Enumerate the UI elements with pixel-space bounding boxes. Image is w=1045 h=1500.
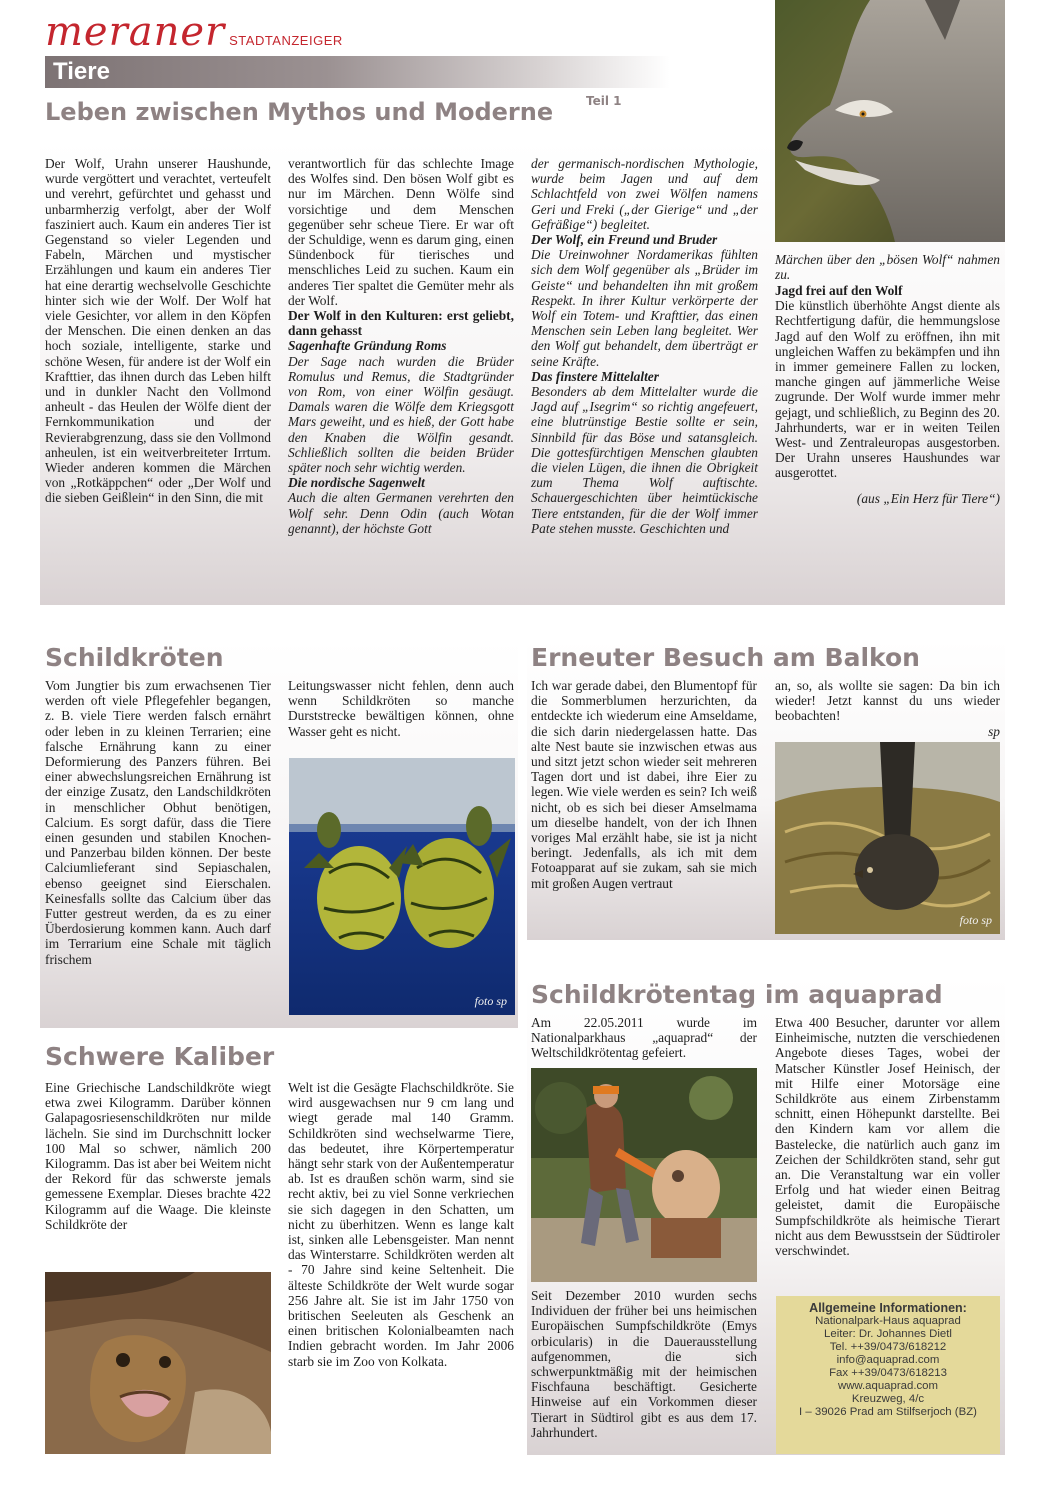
masthead <box>45 9 343 55</box>
wolf-subhead-nordisch: Die nordische Sagenwelt <box>288 475 425 491</box>
aquaprad-text-3: Etwa 400 Besucher, darunter vor allem Einheimische, nutzten die verschiedenen Angebote dieses Tages, wobei der Matscher Künstler Josef Heinisch, der mit Hilfe einer Motorsäge eine Schildkröte aus einem Zirbenstamm schnitt, einen Höhepunkt darstellte. Bei den Kindern kam vor allem die Bastelecke, die natürlich auch ganz im Zeichen der Schildkröten stand, sehr gut an. Die Veranstaltung war ein voller Erfolg und hat wieder einen Beitrag geleistet, damit die Europäische Sumpfschildkröte als heimische Tierart nicht aus dem Bewusstsein der Südtiroler verschwindet. <box>775 1015 1000 1259</box>
balkon-text-2: an, so, als wollte sie sagen: Da bin ich wieder! Jetzt kannst du uns wieder beobachten! <box>775 678 1000 724</box>
section-bar <box>45 56 670 88</box>
aquaprad-text-1: Am 22.05.2011 wurde im Nationalparkhaus „aquaprad“ der Weltschildkrötentag gefeiert. <box>531 1015 757 1061</box>
info-line: I – 39026 Prad am Stilfserjoch (BZ) <box>799 1406 977 1418</box>
wolf-text-7: Besonders ab dem Mittelalter wurde die Jagd auf „Isegrim“ so richtig angefeuert, eine blutrünstige Bestie sollte er sein, Sinnbild für das Böse und satansgleich. Die gottesfürchtigen Menschen glaubten die vielen Lügen, die ihnen die Obrigkeit zum Thema Wolf auftischte. Schauergeschichten über heimtückische Tiere entstanden, für die der Wolf immer Pate stehen musste. Geschichten und <box>531 384 758 536</box>
balkon-headline: Erneuter Besuch am Balkon <box>531 643 920 672</box>
kaliber-text-2: Welt ist die Gesägte Flachschildkröte. Sie wird ausgewachsen nur 9 cm lang und wiegt gerade mal 140 Gramm. Schildkröten sind wechselwarme Tiere, das bedeutet, ihre Körpertemperatur hängt sehr stark von der Außentemperatur ab. Ist es draußen schön warm, sind sie recht aktiv, bei zu viel Sonne verkriechen sie sich dagegen in den Schatten, um nicht zu überhitzen. Wenn es lange kalt ist, sinken alle Lebensgeister. Man nennt das Winterstarre. Schildkröten werden alt - 70 Jahre sind keine Seltenheit. Die älteste Schildkröte der Welt wurde sogar 256 Jahre alt. Sie ist im Jahr 1750 von britischen Seeleuten als Geschenk an einen britischen Kolonialbeamten nach Indien gebracht worden. Im Jahr 2006 starb sie im Zoo von Kolkata. <box>288 1080 514 1369</box>
water-turtles-image <box>289 758 515 1015</box>
aquaprad-column-1b <box>531 1288 757 1440</box>
wolf-subhead-mittelalter: Das finstere Mittelalter <box>531 368 659 384</box>
kaliber-text-1: Eine Griechische Landschildkröte wiegt etwa zwei Kilogramm. Darüber können Galapagosriesenschildkröten nur milde lächeln. Sie sind im Durchschnitt locker 100 Mal so schwer, nämlich 200 Kilogramm. Das ist aber bei Weitem nicht der Rekord für das schwerste jemals gemessene Exemplar. Dieses brachte 422 Kilogramm auf die Waage. Die kleinste Schildkröte der <box>45 1080 271 1232</box>
schildkroeten-text-2: Leitungswasser nicht fehlen, denn auch wenn Schildkröten so manche Durststrecke bewältigen können, ohne Wasser geht es nicht. <box>288 678 514 739</box>
aquaprad-column-2 <box>775 1015 1000 1258</box>
chainsaw-artist-image <box>531 1068 757 1282</box>
info-title: Allgemeine Informationen: <box>809 1301 967 1315</box>
blackbird-nest-image <box>775 742 1000 934</box>
brand-subtitle: STADTANZEIGER <box>229 33 343 48</box>
blackbird-photo-credit: foto sp <box>959 913 992 927</box>
giant-tortoise-image <box>45 1272 271 1454</box>
info-line: Nationalpark-Haus aquaprad <box>815 1315 961 1327</box>
brand-logo: meraner <box>45 9 226 55</box>
wolf-subhead-freund: Der Wolf, ein Freund und Bruder <box>531 232 718 248</box>
wolf-subhead-jagd: Jagd frei auf den Wolf <box>775 283 903 298</box>
wolf-subhead-kulturen: Der Wolf in den Kulturen: erst geliebt, dann gehasst <box>288 308 514 339</box>
wolf-text-9: Die künstlich überhöhte Angst diente als Rechtfertigung dafür, die hemmungslose Jagd auf den Wolf zu eröffnen, ihn mit ungleichen Waffen zu bekämpfen und ihn in immer gemeinere Fallen zu locken, manche gingen auf jämmerliche Weise zugrunde. Der Wolf wurde immer mehr gejagt, und schließlich, zu Beginn des 20. Jahrhunderts, war er in weiten Teilen West- und Zentraleuropas ausgestorben. Der Urahn unseres Haushundes war ausgerottet. <box>775 298 1000 481</box>
info-line: Fax ++39/0473/618213 <box>829 1367 947 1379</box>
wolf-text-3: Der Sage nach wurden die Brüder Romulus und Remus, die Stadtgründer von Rom, von einer Wölfin gesäugt. Damals waren die Wölfe dem Kriegsgott Mars geweiht, und es hieß, der Gott habe den Knaben die Wölfin gesandt. Schließlich sollten die beiden Brüder später noch sehr wichtig werden. <box>288 353 514 476</box>
wolf-image <box>775 0 1005 242</box>
info-email[interactable]: info@aquaprad.com <box>836 1354 940 1366</box>
tortoise-photo <box>45 1272 271 1454</box>
kaliber-headline: Schwere Kaliber <box>45 1042 275 1071</box>
wolf-text-8: Märchen über den „bösen Wolf“ nahmen zu. <box>775 252 1000 283</box>
kaliber-column-2 <box>288 1080 514 1369</box>
wolf-text-4: Auch die alten Germanen verehrten den Wolf sehr. Denn Odin (auch Wotan genannt), der höchste Gott <box>288 490 514 536</box>
aquaprad-text-2: Seit Dezember 2010 wurden sechs Individuen der früher bei uns heimischen Europäischen Sumpfschildkröte (Emys orbicularis) in die Dauerausstellung aufgenommen, die sich schwerpunktmäßig mit der heimischen Fischfauna beschäftigt. Gesicherte Hinweise auf ein Vorkommen dieser Tierart in Südtirol gibt es aus dem 17. Jahrhundert. <box>531 1288 757 1440</box>
schildkroeten-column-2 <box>288 678 514 739</box>
wolf-text-5: der germanisch-nordischen Mythologie, wurde beim Jagen und auf dem Schlachtfeld von zwei Wölfen namens Geri und Freki („der Gierige“ und „der Gefräßige“) begleitet. <box>531 156 758 232</box>
balkon-signature: sp <box>988 723 1000 739</box>
wolf-column-1 <box>45 156 271 506</box>
turtle-photo <box>289 758 515 1015</box>
wolf-text-2: verantwortlich für das schlechte Image des Wolfes sind. Den bösen Wolf gibt es nur im Märchen. Denn Wölfe sind vorsichtige und dem Menschen gegenüber sehr scheue Tiere. Er war oft der Schuldige, wenn es darum ging, einen Sündenbock für tierisches und menschliches Leid zu suchen. Kaum ein anderes Tier spaltet die Gemüter mehr als der Wolf. <box>288 156 514 308</box>
schildkroeten-text-1: Vom Jungtier bis zum erwachsenen Tier werden oft viele Pflegefehler begangen, z. B. viele Tiere werden falsch ernährt oder leben in zu kleinen Terrarien; eine falsche Ernährung kann zu einer Deformierung des Panzers führen. Bei einer abwechslungsreichen Ernährung ist der einzige Zusatz, den Landschildkröten in menschlicher Obhut benötigen, Calcium. Es sorgt dafür, dass die Tiere einen gesunden und stabilen Knochen- und Panzerbau bilden können. Der beste Calciumlieferant sind Sepiaschalen, ebenso geeignet sind Eierschalen. Keinesfalls sollte das Calcium über das Futter gestreut werden, da es zu einer Überdosierung kommen kann. Auch darf im Terrarium eine Schale mit täglich frischem <box>45 678 271 967</box>
wolf-part-label: Teil 1 <box>586 94 622 108</box>
section-title: Tiere <box>53 58 110 85</box>
info-website[interactable]: www.aquaprad.com <box>837 1380 939 1392</box>
wolf-column-4a <box>775 252 1000 282</box>
schildkroeten-column-1 <box>45 678 271 967</box>
wolf-source: (aus „Ein Herz für Tiere“) <box>856 490 1000 506</box>
aquaprad-headline: Schildkrötentag im aquaprad <box>531 980 943 1009</box>
wolf-column-4 <box>775 283 1000 506</box>
schildkroeten-headline: Schildkröten <box>45 643 224 672</box>
balkon-column-2 <box>775 678 1000 739</box>
wolf-headline: Leben zwischen Mythos und Moderne <box>45 98 554 126</box>
wolf-column-2 <box>288 156 514 536</box>
aquaprad-column-1a <box>531 1015 757 1061</box>
balkon-text-1: Ich war gerade dabei, den Blumentopf für die Sommerblumen herzurichten, da entdeckte ich wiederum eine Amseldame, die sich darin niedergelassen hatte. Das alte Nest baute sie inzwischen etwas aus und sitzt jetzt schon wieder seit mehreren Tagen dort und ist dabei, ihre Eier zu legen. Wie viele werden es sein? Ich weiß nicht, ob es sich bei dieser Amselmama um dieselbe handelt, von der ich Ihnen voriges Mal erzählt habe, sie ist ja nicht beringt. Jedenfalls, als ich mit dem Fotoapparat auf sie zukam, sah sie mich mit großen Augen vertraut <box>531 678 757 891</box>
balkon-column-1 <box>531 678 757 891</box>
info-line: Leiter: Dr. Johannes Dietl <box>824 1328 952 1340</box>
blackbird-photo <box>775 742 1000 934</box>
info-line: Kreuzweg, 4/c <box>851 1393 925 1405</box>
chainsaw-photo <box>531 1068 757 1282</box>
info-box <box>776 1296 1000 1454</box>
wolf-photo <box>775 0 1005 242</box>
wolf-subhead-roms: Sagenhafte Gründung Roms <box>288 338 447 354</box>
turtle-photo-credit: foto sp <box>474 994 507 1008</box>
wolf-text-6: Die Ureinwohner Nordamerikas fühlten sich dem Wolf gegenüber als „Brüder im Geiste“ und behandelten ihn mit großem Respekt. In ihrer Kultur verkörperte der Wolf ein Totem- und Krafttier, das einen Menschen sein Leben lang begleitet. Wer den Wolf gut behandelt, dem überträgt er seine Kräfte. <box>531 247 758 369</box>
kaliber-column-1 <box>45 1080 271 1232</box>
wolf-text-1: Der Wolf, Urahn unserer Haushunde, wurde vergöttert und verachtet, verteufelt und verehrt, gefürchtet und gehasst und unbarmherzig verfolgt, aber der Wolf fasziniert auch. Kaum ein anderes Tier ist Gegenstand so vieler Legenden und Fabeln, Märchen und mystischer Erzählungen und kaum ein anderes Tier hat eine derartig wechselvolle Geschichte hinter sich wie der Wolf. Der Wolf hat viele Gesichter, vor allem in den Köpfen der Menschen. Die einen denken an das hoch soziale, intelligente, starke und schöne Wesen, für andere ist der Wolf ein Krafttier, das ihnen durch das Leben hilft und in dunkler Nacht den Vollmond anheult - das Heulen der Wölfe dient der Fernkommunikation und der Revierabgrenzung, dass sie den Vollmond anheulen, ist ein weitverbreiteter Irrtum. Wieder anderen kommen die Märchen von „Rotkäppchen“ oder „Der Wolf und die sieben Geißlein“ in den Sinn, die mit <box>45 156 271 506</box>
info-line: Tel. ++39/0473/618212 <box>829 1341 947 1353</box>
wolf-column-3 <box>531 156 758 536</box>
